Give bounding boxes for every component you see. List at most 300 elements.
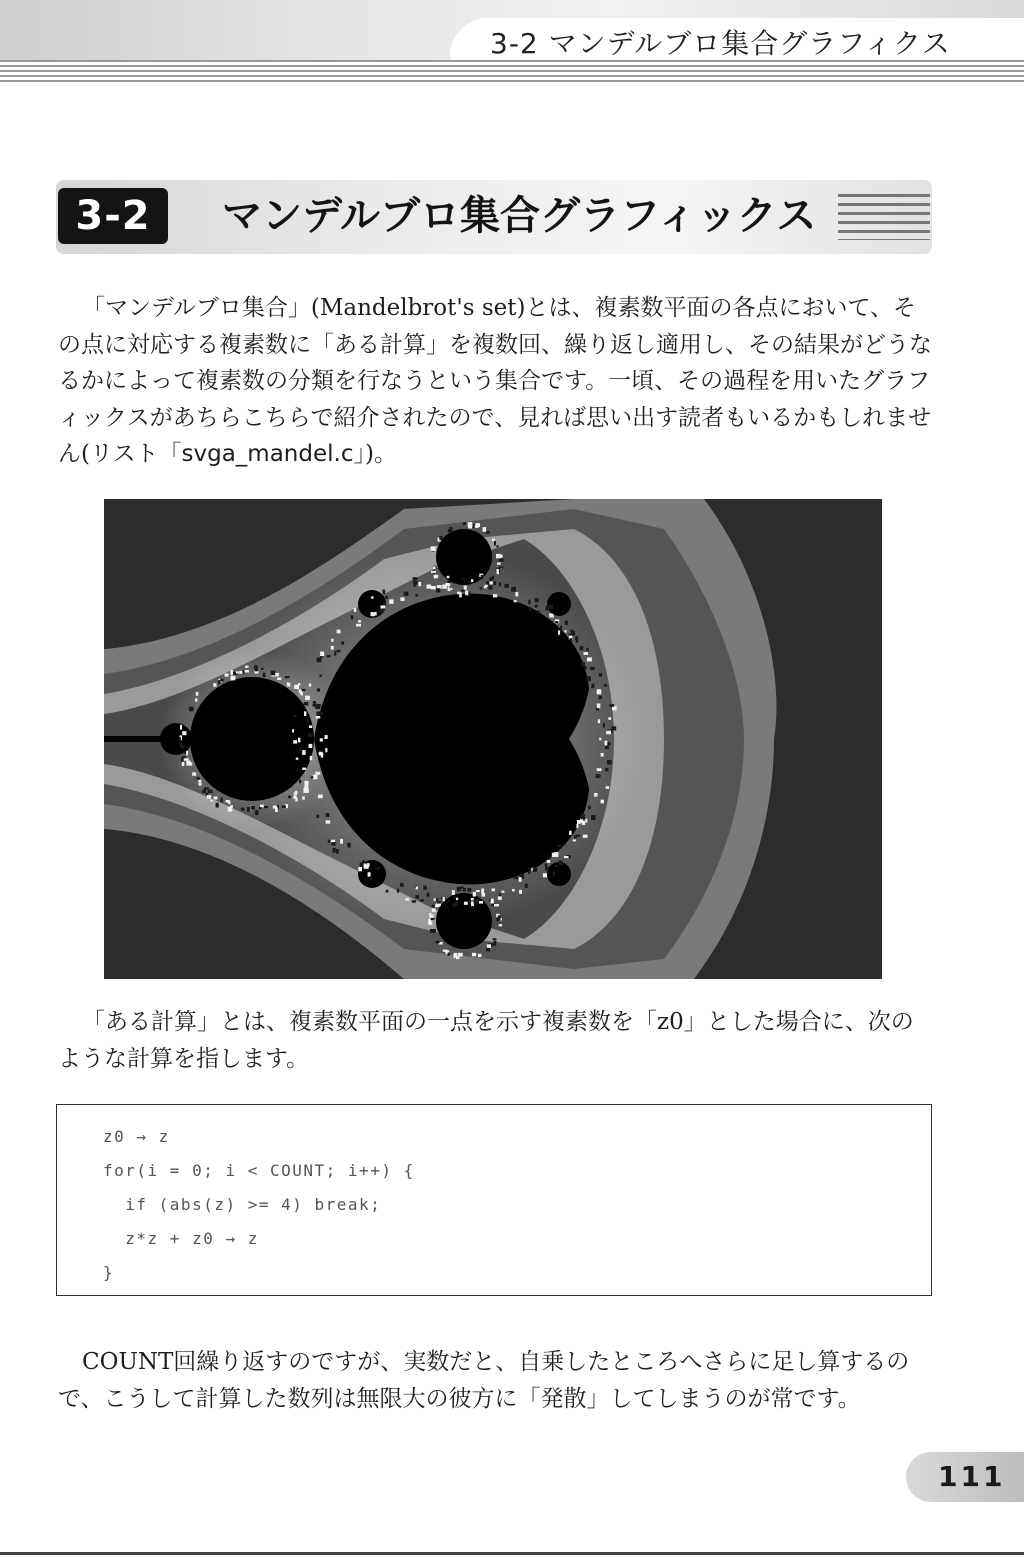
fractal-speckle — [549, 613, 553, 616]
fractal-speckle — [186, 751, 188, 755]
code-line: } — [103, 1263, 115, 1282]
fractal-speckle — [183, 750, 185, 753]
fractal-speckle — [515, 592, 518, 596]
fractal-speckle — [457, 887, 461, 891]
fractal-speckle — [447, 580, 451, 584]
fractal-speckle — [564, 856, 569, 858]
fractal-speckle — [397, 889, 399, 893]
fractal-speckle — [418, 582, 421, 586]
fractal-speckle — [439, 536, 442, 540]
fractal-speckle — [559, 861, 563, 866]
fractal-speckle — [464, 586, 467, 590]
fractal-speckle — [196, 692, 199, 696]
fractal-speckle — [498, 566, 503, 569]
fractal-speckle — [592, 684, 595, 687]
fractal-speckle — [211, 799, 213, 801]
fractal-speckle — [499, 924, 502, 926]
fractal-speckle — [599, 673, 602, 677]
fractal-speckle — [555, 865, 558, 867]
fractal-speckle — [471, 579, 473, 582]
fractal-speckle — [482, 893, 486, 897]
fractal-speckle — [228, 807, 233, 812]
fractal-speckle — [416, 887, 418, 890]
count-paragraph — [58, 1344, 934, 1417]
fractal-speckle — [181, 758, 183, 762]
fractal-speckle — [472, 953, 476, 957]
fractal-speckle — [282, 805, 286, 808]
fractal-speckle — [313, 701, 316, 704]
fractal-speckle — [389, 599, 393, 603]
fractal-speckle — [587, 658, 592, 662]
fractal-speckle — [367, 863, 370, 867]
code-line: if (abs(z) >= 4) break; — [103, 1195, 382, 1214]
fractal-speckle — [317, 658, 322, 663]
fractal-speckle — [598, 719, 600, 723]
fractal-speckle — [607, 742, 610, 746]
fractal-speckle — [226, 800, 230, 803]
fractal-speckle — [336, 849, 339, 854]
fractal-speckle — [498, 896, 502, 900]
fractal-speckle — [470, 523, 473, 527]
fractal-speckle — [404, 592, 409, 596]
fractal-speckle — [549, 605, 553, 609]
fractal-speckle — [594, 793, 598, 797]
fractal-speckle — [597, 704, 601, 709]
fractal-speckle — [581, 814, 586, 819]
fractal-speckle — [605, 746, 609, 749]
fractal-speckle — [463, 888, 466, 892]
fractal-speckle — [302, 768, 306, 770]
fractal-speckle — [432, 905, 435, 908]
fractal-speckle — [558, 630, 560, 635]
fractal-speckle — [325, 735, 328, 739]
fractal-speckle — [511, 587, 516, 592]
fractal-speckle — [443, 897, 445, 901]
fractal-speckle — [412, 900, 416, 902]
fractal-speckle — [431, 918, 435, 920]
fractal-speckle — [325, 748, 327, 752]
fractal-speckle — [494, 904, 499, 906]
fractal-speckle — [294, 792, 298, 794]
fractal-speckle — [571, 631, 575, 636]
fractal-speckle — [354, 608, 356, 612]
fractal-speckle — [529, 607, 532, 611]
fractal-speckle — [455, 901, 458, 906]
fractal-speckle — [491, 899, 494, 904]
fractal-speckle — [492, 943, 496, 946]
intro-text: 「マンデルブロ集合」(Mandelbrot's set)とは、複素数平面の各点において、その点に対応する複素数に「ある計算」を複数回、繰り返し適用し、その結果がどうなるかによって複素数の分類を行なうという集合です。一頃、その過程を用いたグラフィックスがあちらこちらで紹介されたので、見れば思い出す読者もいるかもしれません(リスト — [58, 295, 932, 467]
intro-text-end: )。 — [364, 441, 397, 467]
fractal-speckle — [337, 650, 341, 652]
fractal-speckle — [331, 840, 335, 843]
fractal-speckle — [586, 648, 588, 651]
fractal-speckle — [260, 805, 264, 808]
fractal-speckle — [319, 712, 323, 715]
fractal-speckle — [360, 862, 364, 867]
fractal-speckle — [420, 899, 424, 901]
fractal-speckle — [326, 813, 330, 817]
fractal-speckle — [320, 738, 323, 741]
fractal-speckle — [327, 655, 331, 657]
fractal-speckle — [494, 941, 497, 944]
fractal-speckle — [182, 747, 184, 749]
code-listing — [56, 1104, 932, 1296]
fractal-speckle — [471, 901, 474, 906]
fractal-speckle — [435, 941, 439, 943]
running-header — [0, 0, 1024, 82]
fractal-speckle — [478, 954, 482, 957]
code-line: z0 → z — [103, 1127, 170, 1146]
fractal-speckle — [182, 731, 186, 735]
fractal-speckle — [337, 630, 341, 634]
fractal-speckle — [370, 876, 372, 881]
fractal-speckle — [304, 711, 306, 716]
fractal-speckle — [304, 781, 308, 786]
fractal-speckle — [304, 788, 309, 793]
fractal-speckle — [543, 873, 547, 877]
fractal-speckle — [591, 815, 596, 820]
fractal-speckle — [385, 596, 388, 599]
fractal-speckle — [197, 777, 200, 780]
fractal-speckle — [492, 888, 495, 891]
fractal-speckle — [275, 807, 278, 812]
fractal-speckle — [487, 944, 491, 948]
fractal-speckle — [321, 754, 323, 758]
fractal-speckle — [304, 785, 308, 789]
fractal-speckle — [464, 902, 468, 905]
fractal-speckle — [414, 578, 418, 580]
fractal-speckle — [231, 676, 236, 681]
fractal-speckle — [309, 725, 312, 728]
bottom-rule — [0, 1552, 1024, 1555]
fractal-speckle — [519, 877, 522, 882]
fractal-speckle — [299, 690, 302, 694]
fractal-speckle — [481, 575, 483, 579]
fractal-speckle — [564, 630, 566, 632]
fractal-speckle — [331, 646, 334, 650]
fractal-speckle — [358, 620, 361, 622]
count-text: COUNT回繰り返すのですが、実数だと、自乗したところへさらに足し算するので、こうして計算した数列は無限大の彼方に「発散」してしまうのが常です。 — [58, 1349, 910, 1412]
fractal-speckle — [285, 676, 290, 678]
fractal-speckle — [415, 594, 418, 596]
fractal-speckle — [452, 890, 455, 895]
section-heading-lines — [838, 194, 930, 240]
fractal-speckle — [498, 916, 501, 921]
fractal-speckle — [493, 938, 497, 940]
fractal-speckle — [340, 839, 343, 844]
fractal-speckle — [255, 667, 258, 671]
page-number: 111 — [938, 1460, 1006, 1493]
fractal-speckle — [230, 670, 233, 675]
fractal-speckle — [586, 676, 591, 681]
fractal-speckle — [195, 698, 197, 701]
fractal-speckle — [481, 889, 484, 894]
fractal-speckle — [612, 726, 617, 730]
header-rule-lines — [0, 60, 1024, 82]
fractal-speckle — [569, 638, 572, 641]
fractal-speckle — [423, 886, 426, 890]
fractal-speckle — [309, 744, 313, 748]
fractal-speckle — [499, 583, 501, 587]
fractal-speckle — [326, 820, 331, 823]
fractal-speckle — [189, 707, 194, 712]
fractal-speckle — [547, 860, 551, 863]
fractal-speckle — [545, 867, 549, 871]
fractal-speckle — [599, 696, 602, 700]
fractal-speckle — [400, 883, 404, 887]
fractal-speckle — [348, 845, 351, 848]
fractal-speckle — [305, 696, 310, 700]
fractal-speckle — [434, 898, 436, 901]
fractal-speckle — [245, 670, 249, 673]
fractal-speckle — [416, 895, 420, 899]
fractal-speckle — [204, 787, 209, 790]
fractal-speckle — [414, 584, 416, 587]
fractal-speckle — [502, 891, 505, 893]
fractal-speckle — [473, 892, 476, 897]
fractal-speckle — [310, 756, 313, 761]
fractal-speckle — [431, 546, 436, 551]
fractal-speckle — [302, 750, 305, 755]
fractal-speckle — [499, 893, 501, 896]
fractal-speckle — [599, 738, 601, 741]
fractal-speckle — [514, 877, 519, 879]
fractal-speckle — [576, 640, 578, 643]
fractal-speckle — [601, 753, 604, 757]
fractal-speckle — [427, 893, 430, 897]
fractal-speckle — [450, 588, 452, 590]
fractal-speckle — [494, 541, 496, 545]
fractal-speckle — [563, 843, 566, 845]
fractal-speckle — [225, 674, 229, 677]
fractal-speckle — [213, 683, 216, 687]
fractal-speckle — [178, 737, 181, 740]
fractal-speckle — [371, 612, 375, 616]
running-header-title: 3-2 マンデルブロ集合グラフィクス — [490, 27, 951, 60]
code-line: for(i = 0; i < COUNT; i++) { — [103, 1161, 415, 1180]
fractal-speckle — [386, 890, 389, 893]
fractal-speckle — [309, 683, 311, 686]
fractal-speckle — [492, 539, 495, 541]
fractal-speckle — [606, 731, 611, 735]
fractal-speckle — [275, 673, 279, 676]
fractal-speckle — [207, 795, 211, 799]
fractal-speckle — [192, 772, 196, 776]
fractal-speckle — [581, 662, 585, 666]
fractal-speckle — [456, 898, 458, 900]
fractal-speckle — [449, 527, 453, 532]
fractal-speckle — [604, 684, 607, 686]
fractal-speckle — [381, 605, 386, 608]
fractal-speckle — [553, 872, 555, 877]
fractal-speckle — [471, 898, 474, 901]
fractal-speckle — [538, 610, 540, 613]
fractal-speckle — [514, 600, 517, 602]
fractal-speckle — [493, 581, 496, 585]
fractal-speckle — [533, 868, 537, 872]
mandelbrot-image — [104, 499, 882, 979]
fractal-speckle — [218, 680, 221, 684]
fractal-speckle — [239, 671, 242, 674]
fractal-speckle — [316, 716, 320, 719]
fractal-speckle — [535, 605, 538, 608]
fractal-speckle — [557, 845, 561, 847]
fractal-speckle — [214, 797, 218, 800]
fractal-speckle — [203, 790, 206, 794]
fractal-speckle — [307, 718, 309, 723]
fractal-speckle — [461, 590, 465, 592]
fractal-speckle — [434, 575, 438, 579]
fractal-speckle — [304, 702, 309, 705]
fractal-speckle — [496, 545, 498, 547]
fractal-speckle — [302, 689, 306, 691]
fractal-speckle — [445, 583, 450, 586]
fractal-speckle — [565, 621, 568, 625]
fractal-speckle — [379, 609, 384, 614]
fractal-speckle — [356, 624, 361, 627]
fractal-speckle — [584, 652, 589, 655]
fractal-speckle — [431, 586, 436, 589]
fractal-speckle — [216, 803, 219, 808]
fractal-speckle — [489, 577, 493, 581]
fractal-speckle — [208, 790, 213, 794]
fractal-speckle — [331, 842, 335, 846]
fractal-speckle — [428, 922, 432, 925]
calc-paragraph — [58, 1004, 934, 1077]
fractal-speckle — [608, 717, 611, 720]
fractal-speckle — [313, 704, 317, 707]
fractal-speckle — [496, 554, 501, 558]
fractal-speckle — [375, 612, 377, 616]
fractal-speckle — [259, 807, 261, 809]
fractal-speckle — [334, 651, 336, 656]
fractal-speckle — [590, 667, 595, 670]
fractal-speckle — [493, 594, 497, 597]
fractal-speckle — [358, 867, 362, 871]
section-title: マンデルブロ集合グラフィックス — [222, 193, 817, 239]
code-line: z*z + z0 → z — [103, 1229, 259, 1248]
fractal-speckle — [584, 666, 587, 670]
fractal-speckle — [597, 768, 602, 771]
fractal-speckle — [331, 639, 333, 642]
fractal-speckle — [480, 587, 483, 589]
fractal-speckle — [199, 782, 202, 785]
fractal-speckle — [607, 760, 612, 765]
fractal-speckle — [528, 600, 530, 605]
fractal-speckle — [220, 679, 223, 682]
fractal-speckle — [573, 839, 576, 841]
fractal-speckle — [263, 673, 266, 677]
fractal-speckle — [469, 900, 472, 904]
fractal-speckle — [476, 890, 480, 892]
fractal-speckle — [302, 796, 305, 799]
fractal-speckle — [463, 578, 465, 581]
fractal-speckle — [405, 898, 409, 900]
fractal-speckle — [496, 569, 499, 574]
fractal-speckle — [300, 749, 302, 752]
fractal-speckle — [609, 704, 614, 707]
fractal-speckle — [486, 581, 489, 585]
fractal-speckle — [576, 835, 580, 837]
fractal-speckle — [497, 562, 501, 564]
fractal-speckle — [341, 641, 344, 644]
fractal-speckle — [287, 682, 289, 685]
fractal-speckle — [328, 840, 331, 843]
fractal-speckle — [596, 774, 601, 778]
fractal-speckle — [288, 796, 291, 799]
fractal-speckle — [535, 598, 539, 602]
fractal-speckle — [597, 689, 601, 693]
fractal-speckle — [242, 671, 245, 674]
fractal-speckle — [560, 626, 562, 631]
fractal-speckle — [316, 815, 319, 818]
fractal-speckle — [525, 884, 528, 888]
fractal-speckle — [475, 523, 480, 527]
fractal-speckle — [400, 597, 404, 601]
fractal-speckle — [236, 671, 239, 673]
fractal-speckle — [429, 913, 431, 916]
fractal-speckle — [264, 806, 268, 808]
fractal-speckle — [294, 715, 297, 717]
fractal-speckle — [241, 808, 245, 811]
fractal-speckle — [545, 864, 547, 867]
fractal-speckle — [591, 686, 594, 688]
fractal-speckle — [437, 900, 441, 903]
fractal-speckle — [447, 576, 450, 578]
fractal-speckle — [606, 786, 610, 789]
fractal-speckle — [504, 584, 508, 588]
fractal-speckle — [601, 800, 604, 804]
fractal-speckle — [519, 890, 522, 894]
fractal-speckle — [371, 596, 373, 599]
fractal-speckle — [308, 733, 313, 737]
listing-filename: 「svga_mandel.c」 — [158, 441, 365, 467]
fractal-speckle — [554, 852, 558, 857]
fractal-speckle — [436, 588, 440, 592]
fractal-speckle — [585, 819, 587, 823]
fractal-speckle — [443, 950, 448, 952]
fractal-speckle — [555, 621, 558, 623]
fractal-speckle — [456, 956, 460, 960]
fractal-speckle — [298, 738, 300, 743]
fractal-speckle — [499, 559, 504, 562]
section-number-badge: 3-2 — [58, 188, 168, 244]
fractal-speckle — [463, 522, 466, 524]
fractal-speckle — [292, 729, 294, 732]
fractal-speckle — [245, 666, 248, 668]
fractal-speckle — [577, 820, 580, 824]
fractal-speckle — [180, 725, 182, 730]
fractal-speckle — [454, 953, 456, 958]
fractal-speckle — [198, 780, 201, 782]
fractal-speckle — [576, 824, 578, 828]
fractal-speckle — [575, 636, 578, 640]
fractal-speckle — [221, 797, 223, 802]
fractal-speckle — [294, 685, 299, 690]
fractal-speckle — [432, 908, 436, 911]
fractal-speckle — [351, 615, 354, 619]
fractal-speckle — [605, 768, 608, 772]
fractal-speckle — [271, 671, 276, 676]
fractal-speckle — [251, 806, 255, 810]
fractal-speckle — [479, 901, 483, 904]
fractal-speckle — [320, 675, 322, 678]
fractal-speckle — [582, 821, 585, 825]
fractal-speckle — [427, 585, 432, 589]
fractal-speckle — [433, 566, 436, 569]
fractal-speckle — [448, 953, 450, 956]
fractal-speckle — [296, 758, 299, 760]
